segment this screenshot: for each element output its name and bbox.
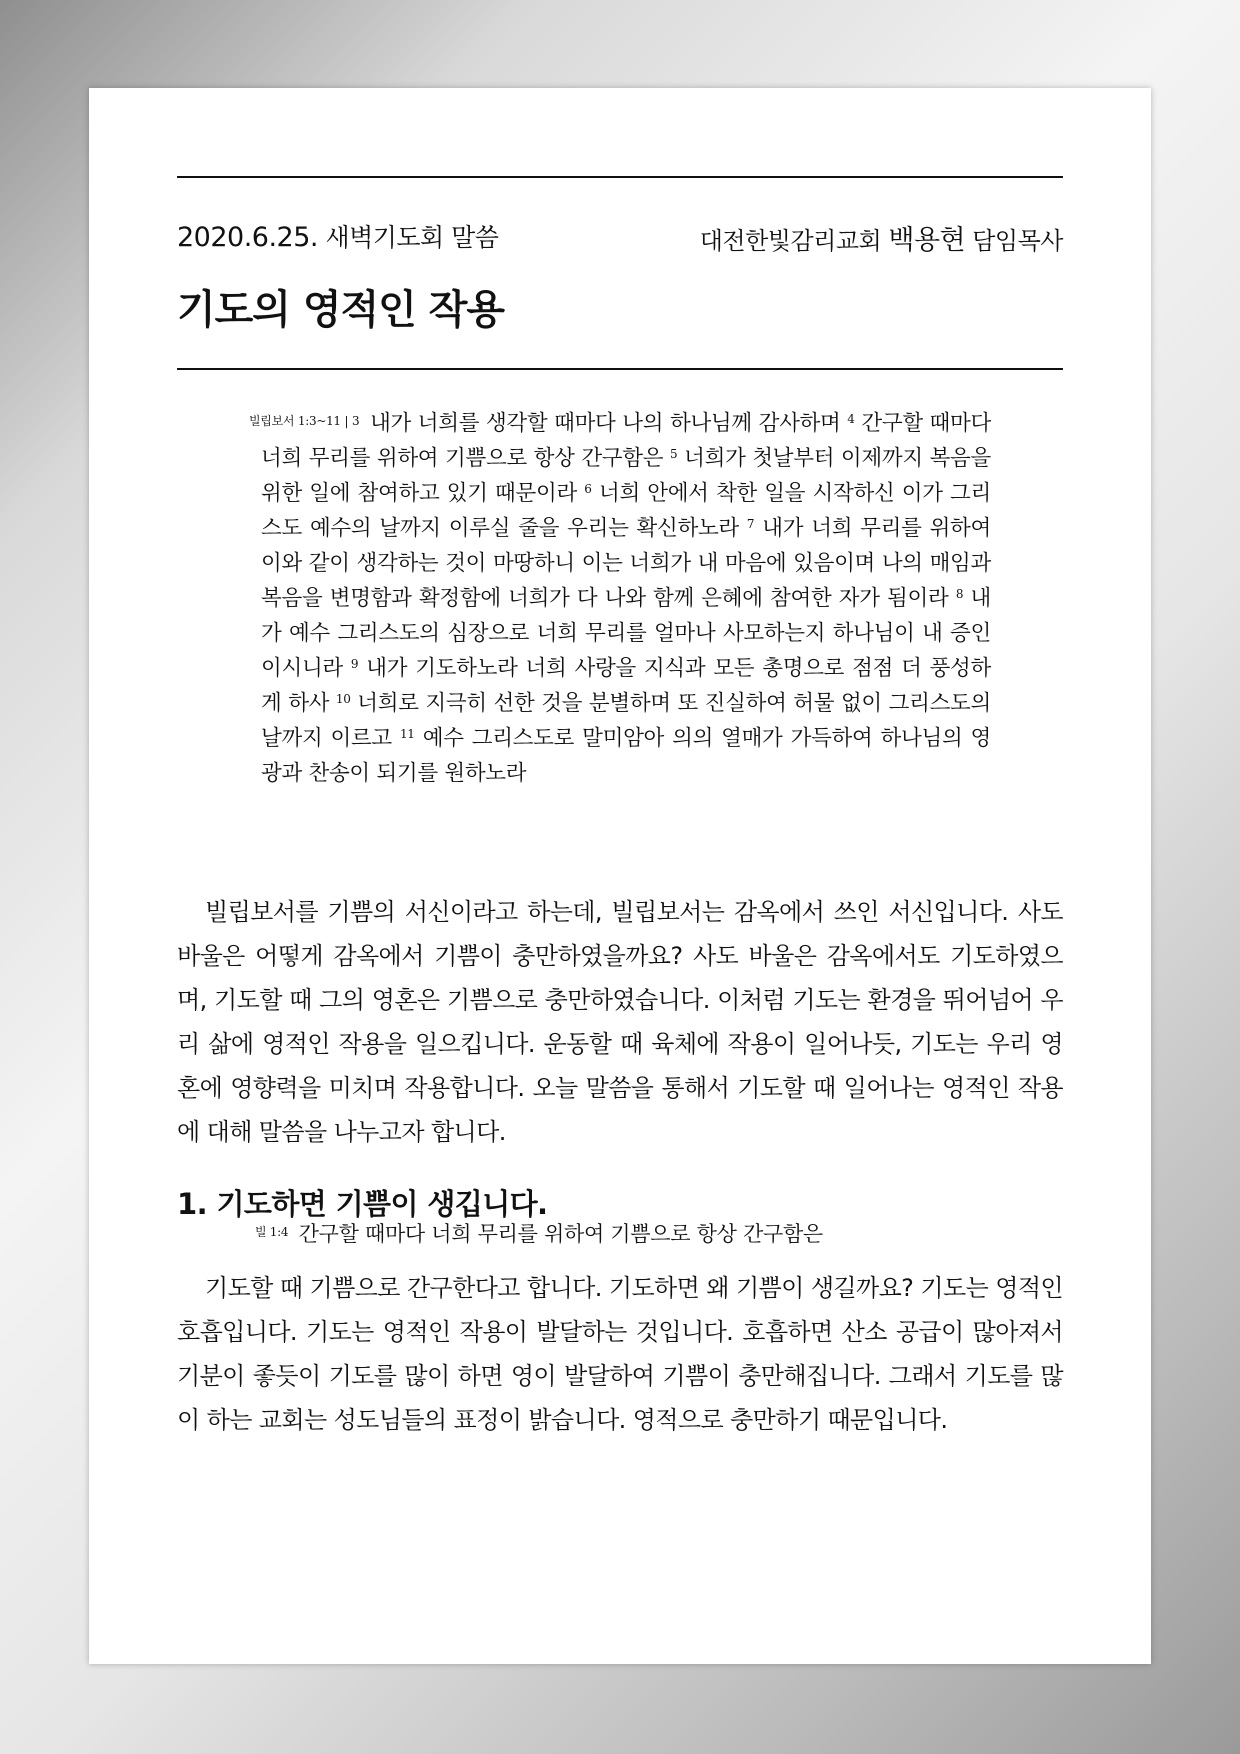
- pastor-title: 담임목사: [972, 227, 1063, 255]
- verse-text: 간구할 때마다 너희 무리를 위하여 기쁨으로 항상 간구함은: [261, 411, 991, 471]
- verse-text: 너희가 첫날부터 이제까지 복음을 위한 일에 참여하고 있기 때문이라: [261, 446, 991, 506]
- verse-number: 11: [399, 727, 415, 741]
- section-paragraph: 기도할 때 기쁨으로 간구한다고 합니다. 기도하면 왜 기쁨이 생길까요? 기도는 영적인 호흡입니다. 기도는 영적인 작용이 발달하는 것입니다. 호흡하면 산소 공급이 많아져서 기분이 좋듯이 기도를 많이 하면 영이 발달하여 기쁨이 충만해집니다. 그래서 기도를 많이 하는 교회는 성도님들의 표정이 밝습니다. 영적으로 충만하기 때문입니다.: [177, 1274, 1063, 1434]
- section-heading: 1. 기도하면 기쁨이 생깁니다.: [177, 1187, 548, 1221]
- section-quote: [255, 1218, 1015, 1250]
- bottom-divider: [177, 368, 1063, 370]
- service-name: 새벽기도회 말씀: [325, 223, 499, 252]
- sermon-date: 2020.6.25.: [177, 222, 318, 253]
- scripture-reference: 빌립보서 1:3~11 | 3: [249, 414, 360, 428]
- quote-text: 간구할 때마다 너희 무리를 위하여 기쁨으로 항상 간구함은: [298, 1222, 823, 1246]
- preacher-info: [700, 218, 1063, 257]
- verse-text: 예수 그리스도로 말미암아 의의 열매가 가득하여 하나님의 영광과 찬송이 되기를 원하노라: [261, 726, 991, 786]
- verse-text: 너희 안에서 착한 일을 시작하신 이가 그리스도 예수의 날까지 이루실 줄을 우리는 확신하노라: [261, 481, 991, 541]
- verse-text: 내가 예수 그리스도의 심장으로 너희 무리를 얼마나 사모하는지 하나님이 내 증인이시니라: [261, 586, 991, 681]
- scripture-passage: [249, 406, 991, 791]
- document-page: [89, 88, 1151, 1664]
- quote-reference: 빌 1:4: [255, 1225, 289, 1239]
- church-name: 대전한빛감리교회: [699, 227, 882, 255]
- verse-text: 내가 너희 무리를 위하여 이와 같이 생각하는 것이 마땅하니 이는 너희가 내 마음에 있음이며 나의 매임과 복음을 변명함과 확정함에 너희가 다 나와 함께 은혜에 참여한 자가 됨이라: [261, 516, 991, 611]
- verse-text: 내가 기도하노라 너희 사랑을 지식과 모든 총명으로 점점 더 풍성하게 하사: [261, 656, 991, 716]
- verse-text: 내가 너희를 생각할 때마다 나의 하나님께 감사하며: [370, 411, 841, 436]
- pastor-name: 백용현: [888, 225, 966, 256]
- top-divider: [177, 176, 1063, 178]
- verse-number: 6: [584, 482, 592, 496]
- verse-number: 4: [847, 412, 855, 426]
- verse-number: 5: [670, 447, 678, 461]
- verse-text: 너희로 지극히 선한 것을 분별하며 또 진실하여 허물 없이 그리스도의 날까지 이르고: [261, 691, 991, 751]
- verse-number: 9: [350, 657, 359, 671]
- verse-number: 10: [335, 692, 351, 706]
- intro-paragraph: 빌립보서를 기쁨의 서신이라고 하는데, 빌립보서는 감옥에서 쓰인 서신입니다. 사도 바울은 어떻게 감옥에서 기쁨이 충만하였을까요? 사도 바울은 감옥에서도 기도하였으며, 기도할 때 그의 영혼은 기쁨으로 충만하였습니다. 이처럼 기도는 환경을 뛰어넘어 우리 삶에 영적인 작용을 일으킵니다. 운동할 때 육체에 작용이 일어나듯, 기도는 우리 영혼에 영향력을 미치며 작용합니다. 오늘 말씀을 통해서 기도할 때 일어나는 영적인 작용에 대해 말씀을 나누고자 합니다.: [177, 898, 1063, 1146]
- verse-number: 7: [746, 517, 755, 531]
- sermon-title: 기도의 영적인 작용: [177, 287, 504, 333]
- sermon-meta: [177, 218, 498, 254]
- verse-number: 8: [955, 587, 964, 601]
